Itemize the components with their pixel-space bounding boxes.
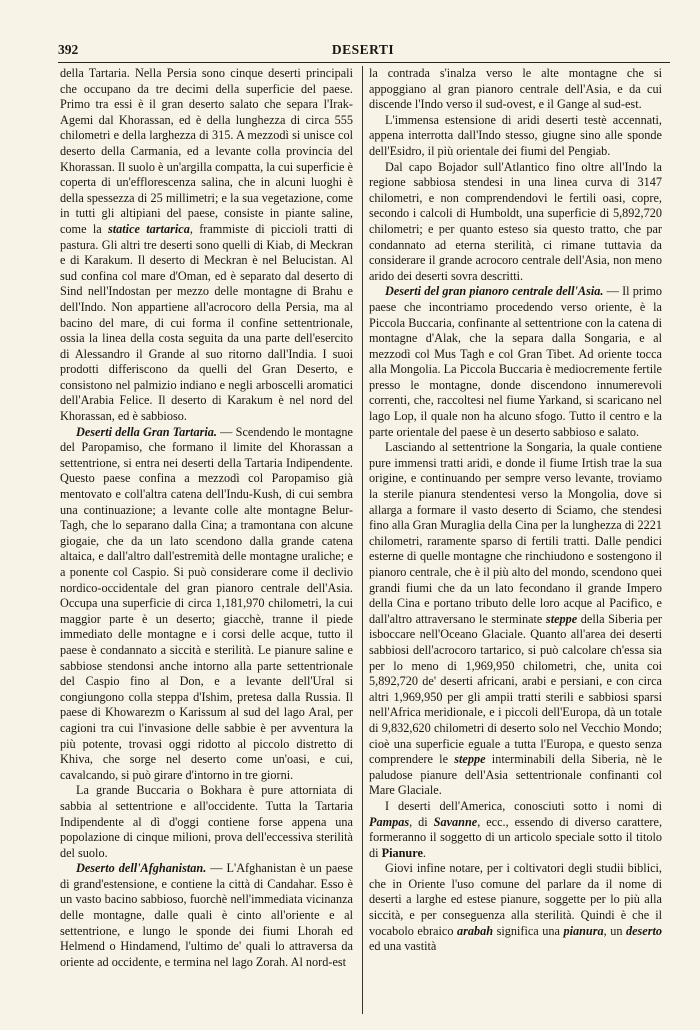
paragraph: della Tartaria. Nella Persia sono cinque deserti principali che occupano da tre decimi della superficie del paese. Primo tra essi è il gran deserto salato che separa l'Irak-Agemi dal Khorassan, ed è della lunghezza di circa 555 chilometri e della larghezza di 315. A mezzodì si unisce col deserto della Carmania, ed a levante colla provincia del Khorassan. Il suolo è un'argilla compatta, la cui superficie è coperta di un'efflorescenza salina, che in alcuni luoghi è della spessezza di 25 millimetri; e la sua vegetazione, come in tutti gli altipiani del paese, consiste in piante saline, come la statice tartarica, frammiste di piccioli tratti di pastura. Gli altri tre deserti sono quelli di Kiab, di Meckran e di Karakum. Il deserto di Meckran è nel Belucistan. Al sud confina col mare d'Oman, ed è separato dal deserto di Sind nell'Indostan per mezzo delle montagne di Brahu e dell'Indo. Non appartiene all'acrocoro della Persia, ma al bacino del mare, di cui forma il confine settentrionale, ossia la linea della costa seguita da una parte dell'esercito di Alessandro il Grande al suo ritorno dall'India. I suoi prodotti differiscono da quelli del Gran Deserto, e consistono nel palmizio indiano e negli arboscelli aromatici dell'Arabia Felice. Il deserto di Karakum è nel nord del Khorassan, ed è sabbioso. <box>60 66 353 424</box>
paragraph: I deserti dell'America, conosciuti sotto i nomi di Pampas, di Savanne, ecc., essendo di diverso carattere, formeranno il soggetto di un articolo speciale sotto il titolo di Pianure. <box>369 798 662 860</box>
paragraph: Dal capo Bojador sull'Atlantico fino oltre all'Indo la regione sabbiosa stendesi in una linea curva di 3147 chilometri, e non comprendendovi le fertili oasi, copre, secondo i calcoli di Humboldt, una superficie di 5,892,720 chilometri; e per quanto esteso sia questo tratto, che par condannato ad eterna sterilità, ci rimane tuttavia da considerare il grande acrocoro centrale dell'Asia, non meno arido dei deserti sovra descritti. <box>369 159 662 283</box>
term: pianura <box>563 923 604 938</box>
section-heading: Deserto dell'Afghanistan. <box>76 861 207 876</box>
column-divider <box>362 66 363 1014</box>
paragraph: L'immensa estensione di aridi deserti testè accennati, appena interrotta dall'Indo stesso, giugne sino alle sponde dell'Esidro, il più orientale dei fiumi del Pengiab. <box>369 112 662 158</box>
paragraph: la contrada s'inalza verso le alte montagne che si appoggiano al gran pianoro centrale dell'Asia, e da cui discende l'Indo verso il sud-ovest, e il Gange al sud-est. <box>369 66 662 112</box>
term: Pampas <box>369 814 410 829</box>
section-heading: Deserti della Gran Tartaria. <box>76 424 217 439</box>
section-paragraph: Deserti della Gran Tartaria. — Scendendo le montagne del Paropamiso, che formano il limite del Khorassan a settentrione, si entra nei deserti della Tartaria Indipendente. Questo paese confina a mezzodì col Paropamiso già mentovato e coll'altra catena dell'Indu-Kush, di cui sembra una continuazione; a levante colle alte montagne Belur-Tagh, che lo separano dalla Cina; a tramontana con alcune giogaie, che da un lato scendono dalla grande catena altaica, e dall'altro dall'estremità delle montagne uraliche; e a ponente col Caspio. Si può considerare come il declivio nordico-occidentale del gran pianoro centrale dell'Asia. Occupa una superficie di circa 1,181,970 chilometri, la cui maggior parte è un deserto; giacchè, tranne il piede immediato delle montagne e i corsi delle acque, tutto il paese è condannato a siccità e sterilità. Le pianure saline e sabbiose stendonsi anche intorno alla parte settentrionale del Caspio fino al Don, e a levante dell'Ural si congiungono colla steppa d'Ishim, pretesa dalla Russia. Il paese di Khowarezm o Karissum al sud del lago Aral, per cagioni tra cui l'invasione delle sabbie è per avventura la più potente, trovasi oggi ridotto al piccolo distretto di Khiva, che sorge nel deserto come un'oasi, e cui, cavalcando, si può girare d'intorno in tre giorni. <box>60 424 353 782</box>
term: steppe <box>545 611 578 626</box>
paragraph: La grande Buccaria o Bokhara è pure attorniata di sabbia al settentrione e all'occidente. Tutta la Tartaria Indipendente al dì d'oggi contiene forse appena una popolazione di cinque milioni, prova dell'eccessiva sterilità del suolo. <box>60 783 353 860</box>
section-paragraph: Deserto dell'Afghanistan. — L'Afghanistan è un paese di grand'estensione, e contiene la città di Candahar. Esso è un vasto bacino sabbioso, fuorchè nell'immediata vicinanza delle montagne, dalle quali è cinto all'oriente e al settentrione, e lungo le sponde dei fiumi Lhorah ed Helmend o Hindamend, l'ultimo de' quali lo attraversa da oriente ad occidente, e termina nel lago Zorah. Al nord-est <box>60 861 353 969</box>
section-heading: Deserti del gran pianoro centrale dell'Asia. <box>385 284 604 299</box>
right-column <box>369 66 662 1016</box>
section-paragraph: Deserti del gran pianoro centrale dell'Asia. — Il primo paese che incontriamo procedendo verso oriente, è la Piccola Buccaria, confinante al settentrione con la catena di montagne d'Alak, che la separa dalla Songaria, e al mezzodì col Mus Tagh e col Gran Tibet. Ad oriente tocca alla Mongolia. La Piccola Buccaria è mediocremente fertile presso le montagne, donde discendono innumerevoli correnti, che, raccoltesi nel fiume Yarkand, si scaricano nel lago Lop, il quale non ha alcuno sfogo. Tutto il centro e la parte orientale del paese è un deserto sabbioso e salato. <box>369 284 662 439</box>
paragraph: Lasciando al settentrione la Songaria, la quale contiene pure immensi tratti aridi, e donde il fiume Irtish trae la sua origine, e continuando per sempre verso levante, troviamo la sterile pianura stendentesi verso la Mongolia, dove si allarga a formare il vasto deserto di Sciamo, che stendesi fino alla Gran Muraglia della Cina per la lunghezza di 2221 chilometri, raramente sparso di fertili tratti. Dalle pendici esterne di quelle montagne che rinchiudono e sostengono il pianoro centrale, che è il più alto del mondo, scendono quei grandi fiumi che da un lato fecondano il grande Impero della Cina e portano tributo delle loro acque al Pacifico, e dall'altro attraversano le sterminate steppe della Siberia per isboccare nell'Oceano Glaciale. Quanto all'area dei deserti sabbiosi dell'acrocoro tartarico, si può calcolare ch'essa sia per lo meno di 1,969,950 chilometri, che, unita coi 5,892,720 de' deserti africani, arabi e persiani, e con circa altri 1,969,950 per gli ampii tratti sterili e sabbiosi sparsi nell'Africa meridionale, e i piccoli dell'Europa, dà un totale di 9,832,620 chilometri di deserto solo nel Vecchio Mondo; cioè una superficie eguale a tutta l'Europa, e questo senza comprendere le steppe interminabili della Siberia, nè le paludose pianure dell'Asia settentrionale confinanti col Mare Glaciale. <box>369 440 662 798</box>
running-header <box>58 40 668 62</box>
term: deserto <box>625 923 662 938</box>
paragraph: Giovi infine notare, per i coltivatori degli studii biblici, che in Oriente l'uso comune del parlare da il nome di deserti a larghe ed estese pianure, soggette per lo più alla siccità, e per conseguenza alla sterilità. Quindi è che il vocabolo ebraico arabah significa una pianura, un deserto ed una vastità <box>369 861 662 954</box>
term: statice tartarica <box>107 221 190 236</box>
term: Savanne <box>433 814 478 829</box>
term: steppe <box>454 752 486 767</box>
term: Pianure <box>381 845 423 860</box>
page-number: 392 <box>58 42 79 57</box>
running-title: DESERTI <box>331 42 395 57</box>
header-rule <box>58 62 670 63</box>
left-column <box>60 66 353 1016</box>
term: arabah <box>456 923 494 938</box>
